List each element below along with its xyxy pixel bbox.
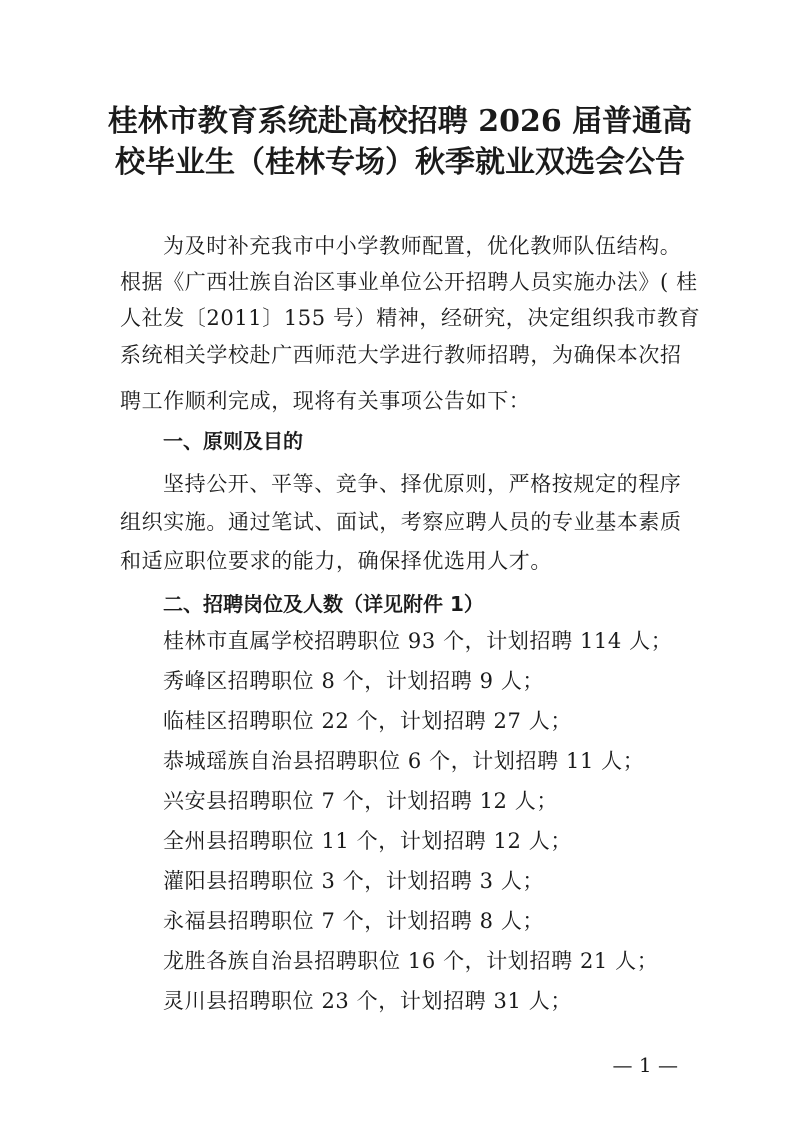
list-item: 永福县招聘职位 7 个，计划招聘 8 人；: [163, 909, 545, 933]
title-line-2: 校毕业生（桂林专场）秋季就业双选会公告: [115, 145, 685, 180]
list-item: 灵川县招聘职位 23 个，计划招聘 31 人；: [163, 989, 572, 1013]
list-item: 灌阳县招聘职位 3 个，计划招聘 3 人；: [163, 869, 545, 893]
page-number: — 1 —: [612, 1053, 678, 1077]
intro-line-5: 聘工作顺利完成，现将有关事项公告如下：: [120, 389, 531, 413]
section-heading-1: 一、原则及目的: [163, 429, 303, 453]
list-item: 全州县招聘职位 11 个，计划招聘 12 人；: [163, 829, 572, 853]
intro-line-2: 根据《广西壮族自治区事业单位公开招聘人员实施办法》( 桂: [120, 270, 698, 294]
list-item: 兴安县招聘职位 7 个，计划招聘 12 人；: [163, 789, 558, 813]
intro-line-1: 为及时补充我市中小学教师配置，优化教师队伍结构。: [163, 234, 682, 258]
section1-line-3: 和适应职位要求的能力，确保择优选用人才。: [120, 549, 552, 573]
intro-line-4: 系统相关学校赴广西师范大学进行教师招聘，为确保本次招: [120, 343, 682, 367]
section1-line-1: 坚持公开、平等、竞争、择优原则，严格按规定的程序: [163, 472, 682, 496]
list-item: 秀峰区招聘职位 8 个，计划招聘 9 人；: [163, 669, 545, 693]
intro-line-3: 人社发〔2011〕155 号）精神，经研究，决定组织我市教育: [120, 306, 701, 330]
list-item: 桂林市直属学校招聘职位 93 个，计划招聘 114 人；: [163, 629, 673, 653]
list-item: 恭城瑶族自治县招聘职位 6 个，计划招聘 11 人；: [163, 749, 645, 773]
section-heading-2: 二、招聘岗位及人数（详见附件 1）: [163, 592, 484, 616]
title-line-1: 桂林市教育系统赴高校招聘 2026 届普通高: [107, 104, 693, 139]
section1-line-2: 组织实施。通过笔试、面试，考察应聘人员的专业基本素质: [120, 510, 682, 534]
list-item: 临桂区招聘职位 22 个，计划招聘 27 人；: [163, 709, 572, 733]
list-item: 龙胜各族自治县招聘职位 16 个，计划招聘 21 人；: [163, 949, 659, 973]
